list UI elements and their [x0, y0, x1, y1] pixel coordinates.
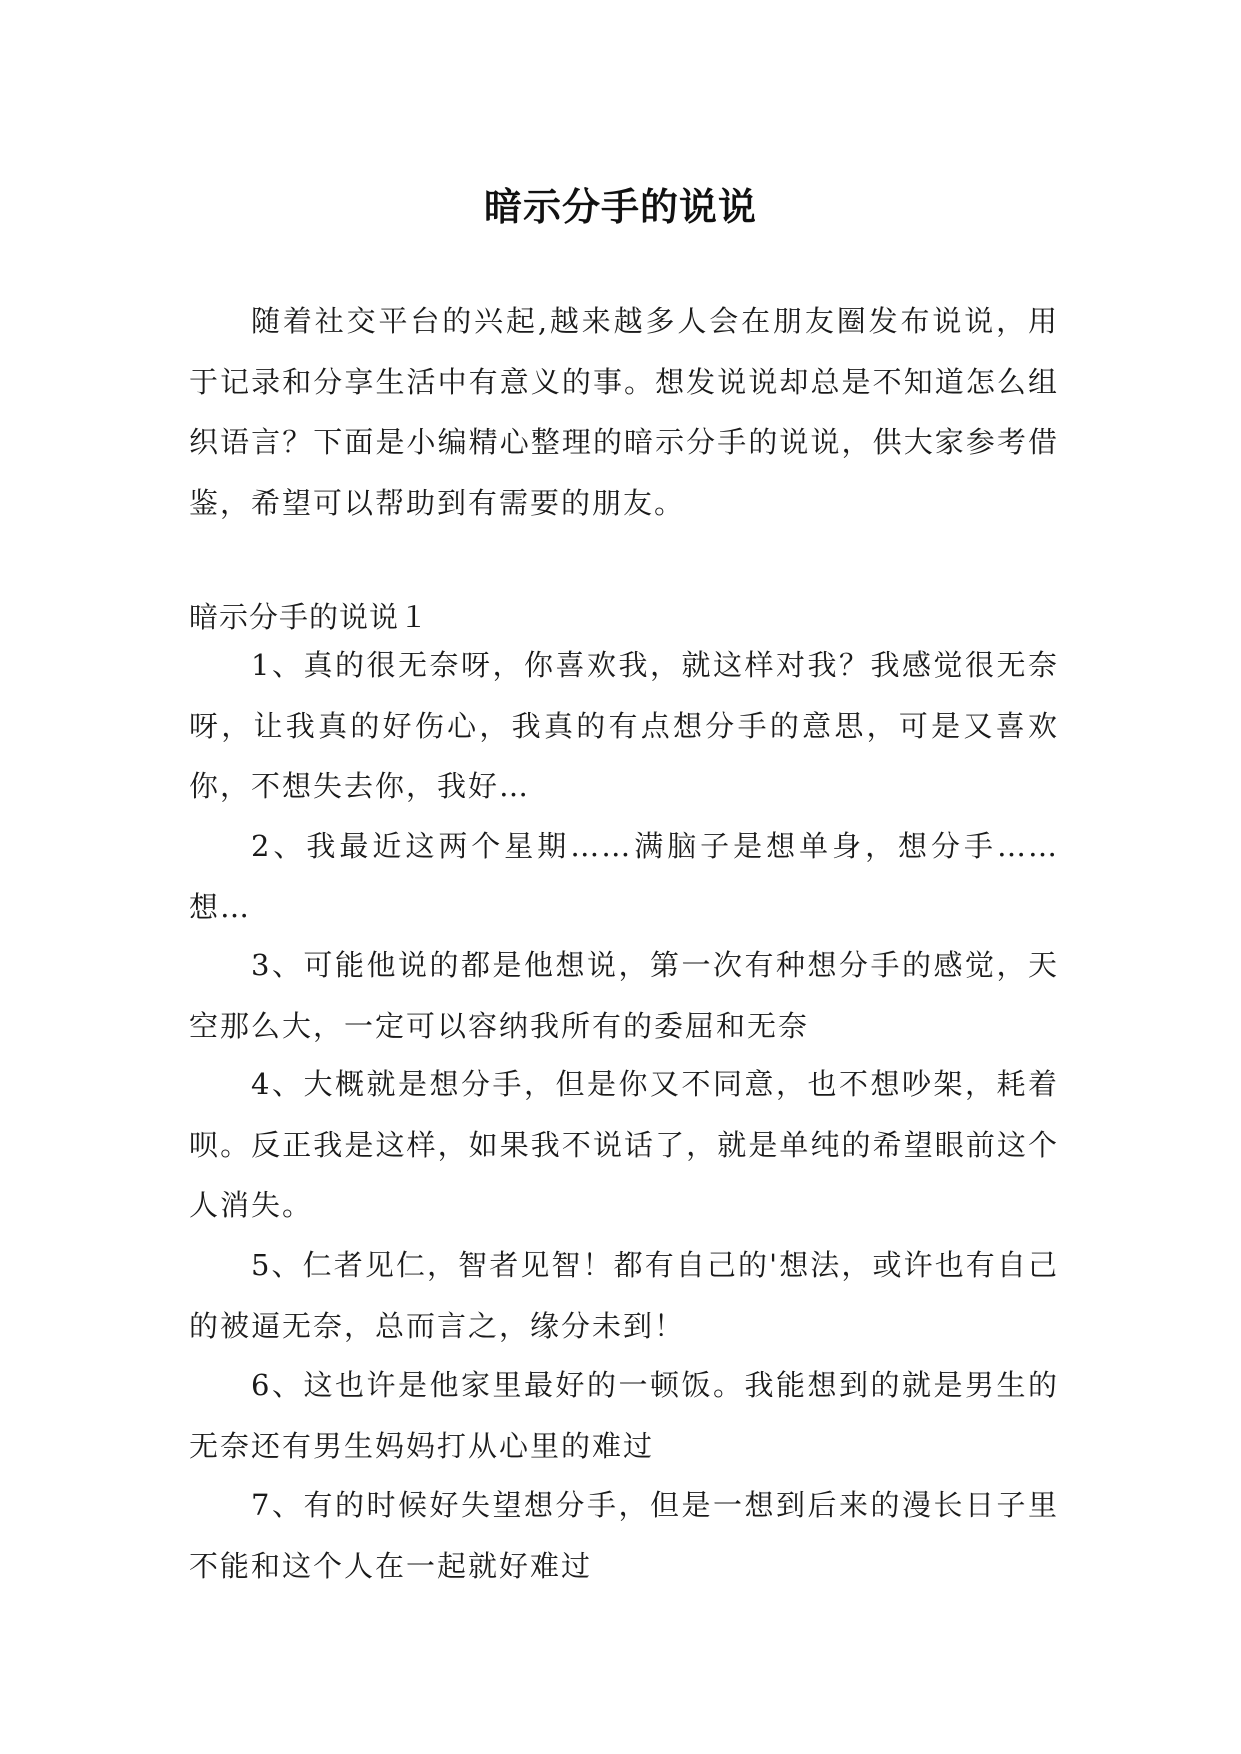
- list-item: 3、可能他说的都是他想说，第一次有种想分手的感觉，天空那么大，一定可以容纳我所有的委屈和无奈: [189, 948, 1059, 1043]
- list-item: 4、大概就是想分手，但是你又不同意，也不想吵架，耗着呗。反正我是这样，如果我不说话了，就是单纯的希望眼前这个人消失。: [189, 1067, 1059, 1222]
- list-item: 1、真的很无奈呀，你喜欢我，就这样对我？我感觉很无奈呀，让我真的好伤心，我真的有点想分手的意思，可是又喜欢你，不想失去你，我好…: [189, 648, 1059, 803]
- list-item: 5、仁者见仁，智者见智！都有自己的'想法，或许也有自己的被逼无奈，总而言之，缘分未到！: [189, 1248, 1059, 1343]
- list-item: 7、有的时候好失望想分手，但是一想到后来的漫长日子里不能和这个人在一起就好难过: [189, 1488, 1059, 1583]
- document-title: 暗示分手的说说: [483, 184, 757, 230]
- list-item: 6、这也许是他家里最好的一顿饭。我能想到的就是男生的无奈还有男生妈妈打从心里的难过: [189, 1368, 1059, 1463]
- list-item: 2、我最近这两个星期……满脑子是想单身，想分手……想…: [189, 829, 1059, 924]
- intro-paragraph: 随着社交平台的兴起,越来越多人会在朋友圈发布说说，用于记录和分享生活中有意义的事。想发说说却总是不知道怎么组织语言？下面是小编精心整理的暗示分手的说说，供大家参考借鉴，希望可以帮助到有需要的朋友。: [189, 304, 1059, 520]
- section-heading: 暗示分手的说说１: [189, 600, 430, 634]
